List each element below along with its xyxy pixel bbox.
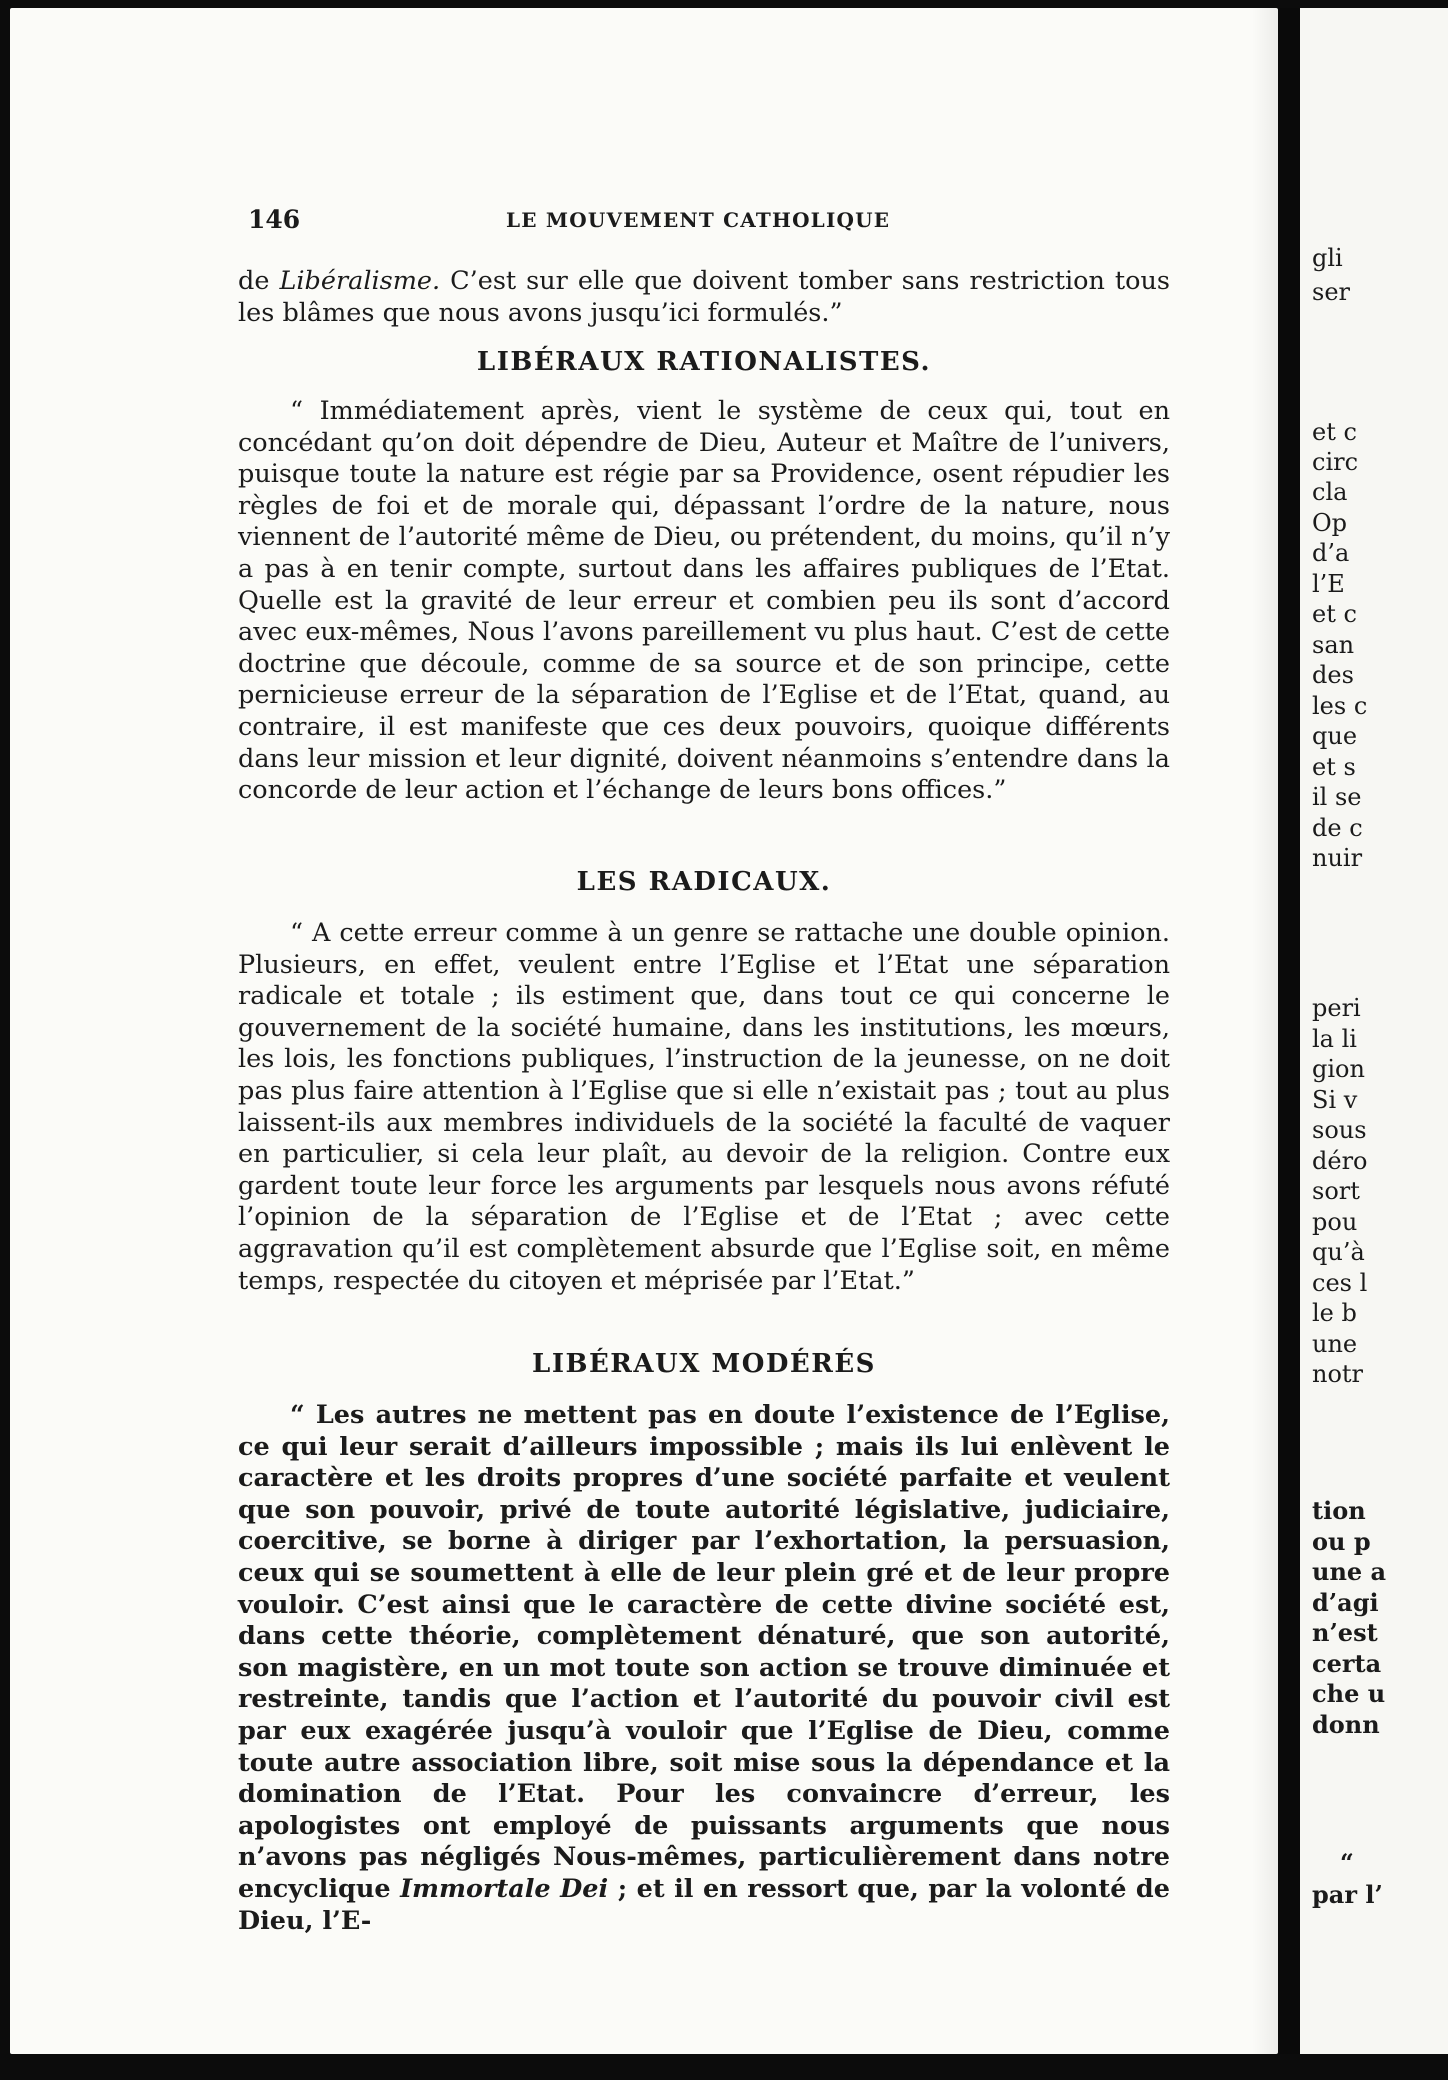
binding-gutter — [1278, 8, 1300, 2054]
right-page-line-fragment: tion — [1312, 1496, 1366, 1525]
right-page-line-fragment: des — [1312, 661, 1354, 689]
right-page-line-fragment: Op — [1312, 509, 1348, 537]
running-title: LE MOUVEMENT CATHOLIQUE — [506, 208, 891, 232]
right-page-line-fragment: peri — [1312, 994, 1361, 1022]
right-page-line-fragment: par l’ — [1312, 1880, 1383, 1909]
paragraph-moderes-end: ; et il en ressort que, par la volonté de Dieu, l’E- — [238, 1873, 1170, 1936]
right-page-line-fragment: sous — [1312, 1116, 1367, 1144]
right-page-line-fragment: une — [1312, 1330, 1358, 1358]
page-header — [236, 205, 1176, 239]
right-page-line-fragment: “ — [1340, 1848, 1354, 1877]
section-heading-radicaux: LES RADICAUX. — [576, 867, 832, 897]
text-column — [238, 266, 1170, 1937]
right-page-line-fragment: donn — [1312, 1710, 1380, 1739]
right-page-line-fragment: et s — [1312, 753, 1356, 781]
right-page-partial — [1300, 8, 1448, 2054]
right-page-line-fragment: déro — [1312, 1147, 1368, 1175]
right-page-line-fragment: le b — [1312, 1299, 1357, 1327]
intro-italic-term: Libéralisme. — [279, 266, 441, 296]
right-page-line-fragment: et c — [1312, 600, 1357, 628]
right-page-line-fragment: une a — [1312, 1557, 1387, 1586]
right-page-line-fragment: gli — [1312, 244, 1343, 272]
right-page-line-fragment: san — [1312, 631, 1355, 659]
scan-bottom-edge — [0, 2054, 1448, 2080]
right-page-line-fragment: cla — [1312, 478, 1348, 506]
intro-paragraph — [238, 266, 1170, 332]
right-page-line-fragment: gion — [1312, 1055, 1365, 1083]
right-page-line-fragment: n’est — [1312, 1618, 1378, 1647]
intro-text: C’est sur elle que doivent tomber sans restriction tous les blâmes que nous avons jusqu’ici formulés.” — [238, 266, 1170, 328]
right-page-line-fragment: Si v — [1312, 1086, 1358, 1114]
paragraph-radicaux: “ A cette erreur comme à un genre se rattache une double opinion. Plusieurs, en effet, veulent entre l’Eglise et l’Etat une séparation radicale et totale ; ils estiment que, dans tout ce qui concerne le gouvernement de la société humaine, dans les institutions, les mœurs, les lois, les fonctions publiques, l’instruction de la jeunesse, on ne doit pas plus faire attention à l’Eglise que si elle n’existait pas ; tout au plus laissent-ils aux membres individuels de la société la faculté de vaquer en particulier, si cela leur plaît, au devoir de la religion. Contre eux gardent toute leur force les arguments par lesquels nous avons réfuté l’opinion de la séparation de l’Eglise et de l’Etat ; avec cette aggravation qu’il est complètement absurde que l’Eglise soit, en même temps, respectée du citoyen et méprisée par l’Etat.” — [238, 918, 1170, 1296]
right-page-line-fragment: certa — [1312, 1649, 1382, 1678]
right-page-line-fragment: d’a — [1312, 539, 1350, 567]
section-heading-rationalistes: LIBÉRAUX RATIONALISTES. — [476, 347, 932, 377]
right-page-line-fragment: ser — [1312, 278, 1350, 306]
right-page-line-fragment: che u — [1312, 1679, 1386, 1708]
right-page-line-fragment: d’agi — [1312, 1588, 1379, 1617]
right-page-line-fragment: ou p — [1312, 1527, 1371, 1556]
intro-prefix: de — [238, 266, 280, 296]
right-page-line-fragment: pou — [1312, 1208, 1358, 1236]
paragraph-rationalistes: “ Immédiatement après, vient le système de ceux qui, tout en concédant qu’on doit dépendre de Dieu, Auteur et Maître de l’univers, puisque toute la nature est régie par sa Providence, osent répudier les règles de foi et de morale qui, dépassant l’ordre de la nature, nous viennent de l’autorité même de Dieu, ou prétendent, du moins, qu’il n’y a pas à en tenir compte, surtout dans les affaires publiques de l’Etat. Quelle est la gravité de leur erreur et combien peu ils sont d’accord avec eux-mêmes, Nous l’avons pareillement vu plus haut. C’est de cette doctrine que découle, comme de sa source et de son principe, cette pernicieuse erreur de la séparation de l’Eglise et de l’Etat, quand, au contraire, il est manifeste que ces deux pouvoirs, quoique différents dans leur mission et leur dignité, doivent néanmoins s’entendre dans la concorde de leur action et l’échange de leurs bons offices.” — [238, 396, 1170, 806]
right-page-line-fragment: que — [1312, 722, 1358, 750]
right-page-line-fragment: la li — [1312, 1025, 1357, 1053]
right-page-line-fragment: il se — [1312, 783, 1362, 811]
right-page-line-fragment: ces l — [1312, 1269, 1368, 1297]
right-page-line-fragment: et c — [1312, 418, 1357, 446]
right-page-line-fragment: circ — [1312, 448, 1359, 476]
right-page-line-fragment: sort — [1312, 1177, 1360, 1205]
paragraph-moderes-main: “ Les autres ne mettent pas en doute l’existence de l’Eglise, ce qui leur serait d’ailleurs impossible ; mais ils lui enlèvent le caractère et les droits propres d’une société parfaite et veulent que son pouvoir, privé de toute autorité législative, judiciaire, coercitive, se borne à diriger par l’exhortation, la persuasion, ceux qui se soumettent à elle de leur plein gré et de leur propre vouloir. C’est ainsi que le caractère de cette divine société est, dans cette théorie, complètement dénaturé, que son autorité, son magistère, en un mot toute son action se trouve diminuée et restreinte, tandis que l’action et l’autorité du pouvoir civil est par eux exagérée jusqu’à vouloir que l’Eglise de Dieu, comme toute autre association libre, soit mise sous la dépendance et la domination de l’Etat. Pour les convaincre d’erreur, les apologistes ont employé de puissants arguments que nous n’avons pas négligés Nous-mêmes, particulièrement dans notre encyclique — [238, 1400, 1170, 1904]
page-number: 146 — [248, 205, 301, 234]
encyclical-title: Immortale Dei — [400, 1873, 609, 1904]
right-page-line-fragment: les c — [1312, 692, 1368, 720]
right-page-line-fragment: nuir — [1312, 844, 1363, 872]
right-page-line-fragment: de c — [1312, 814, 1363, 842]
right-page-line-fragment: l’E — [1312, 570, 1345, 598]
right-page-line-fragment: qu’à — [1312, 1238, 1365, 1266]
right-page-line-fragment: notr — [1312, 1360, 1364, 1388]
paragraph-moderes — [238, 1400, 1170, 1937]
section-heading-moderes: LIBÉRAUX MODÉRÉS — [532, 1349, 876, 1379]
